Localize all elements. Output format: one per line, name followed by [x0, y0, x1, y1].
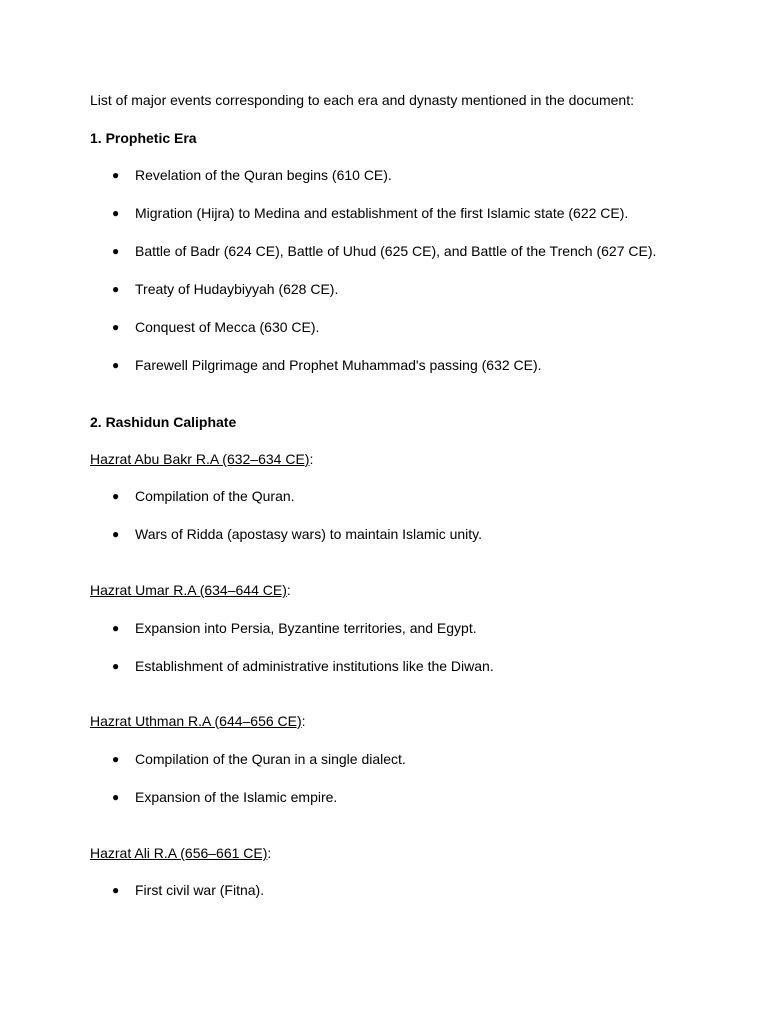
abu-bakr-list	[90, 487, 730, 543]
list-item	[90, 242, 730, 260]
list-item-text: Establishment of administrative institutions like the Diwan.	[135, 658, 494, 674]
bullet-icon: ●	[112, 790, 120, 804]
list-item-text: Wars of Ridda (apostasy wars) to maintain Islamic unity.	[135, 526, 483, 542]
caliph-name: Hazrat Uthman R.A (644–656 CE)	[90, 713, 302, 729]
caliph-name: Hazrat Ali R.A (656–661 CE)	[90, 845, 268, 861]
caliph-heading-abu-bakr	[90, 450, 730, 468]
ali-list	[90, 881, 730, 899]
list-item	[90, 204, 730, 222]
list-item-text: Conquest of Mecca (630 CE).	[135, 319, 320, 335]
uthman-list	[90, 750, 730, 806]
list-item-text: Expansion into Persia, Byzantine territories, and Egypt.	[135, 620, 477, 636]
list-item	[90, 166, 730, 184]
caliph-heading-ali	[90, 844, 730, 862]
caliph-heading-umar	[90, 581, 730, 599]
intro-text: List of major events corresponding to each era and dynasty mentioned in the document:	[90, 92, 634, 108]
bullet-icon: ●	[112, 621, 120, 635]
bullet-icon: ●	[112, 527, 120, 541]
list-item-text: Battle of Badr (624 CE), Battle of Uhud (625 CE), and Battle of the Trench (627 CE).	[135, 243, 657, 259]
caliph-name: Hazrat Abu Bakr R.A (632–634 CE)	[90, 451, 310, 467]
list-item	[90, 280, 730, 298]
list-item	[90, 619, 730, 637]
list-item-text: Migration (Hijra) to Medina and establishment of the first Islamic state (622 CE).	[135, 205, 629, 221]
umar-list	[90, 619, 730, 675]
list-item-text: Compilation of the Quran in a single dialect.	[135, 751, 406, 767]
list-item	[90, 881, 730, 899]
list-item-text: Farewell Pilgrimage and Prophet Muhammad's passing (632 CE).	[135, 357, 542, 373]
caliph-suffix: :	[309, 451, 314, 467]
list-item	[90, 657, 730, 675]
bullet-icon: ●	[112, 489, 120, 503]
bullet-icon: ●	[112, 752, 120, 766]
list-item	[90, 788, 730, 806]
list-item	[90, 525, 730, 543]
bullet-icon: ●	[112, 206, 120, 220]
prophetic-era-list	[90, 166, 730, 374]
list-item	[90, 356, 730, 374]
caliph-suffix: :	[301, 713, 306, 729]
bullet-icon: ●	[112, 883, 120, 897]
list-item	[90, 750, 730, 768]
section-heading-prophetic-era: 1. Prophetic Era	[90, 130, 197, 146]
bullet-icon: ●	[112, 244, 120, 258]
list-item	[90, 318, 730, 336]
bullet-icon: ●	[112, 358, 120, 372]
caliph-heading-uthman	[90, 712, 730, 730]
document-page	[90, 91, 730, 919]
caliph-name: Hazrat Umar R.A (634–644 CE)	[90, 582, 287, 598]
list-item-text: Expansion of the Islamic empire.	[135, 789, 338, 805]
bullet-icon: ●	[112, 659, 120, 673]
list-item-text: Revelation of the Quran begins (610 CE).	[135, 167, 392, 183]
list-item-text: Treaty of Hudaybiyyah (628 CE).	[135, 281, 339, 297]
list-item	[90, 487, 730, 505]
list-item-text: Compilation of the Quran.	[135, 488, 295, 504]
caliph-suffix: :	[286, 582, 291, 598]
section-heading-rashidun-caliphate: 2. Rashidun Caliphate	[90, 414, 237, 430]
caliph-suffix: :	[267, 845, 272, 861]
bullet-icon: ●	[112, 320, 120, 334]
bullet-icon: ●	[112, 282, 120, 296]
bullet-icon: ●	[112, 168, 120, 182]
list-item-text: First civil war (Fitna).	[135, 882, 265, 898]
